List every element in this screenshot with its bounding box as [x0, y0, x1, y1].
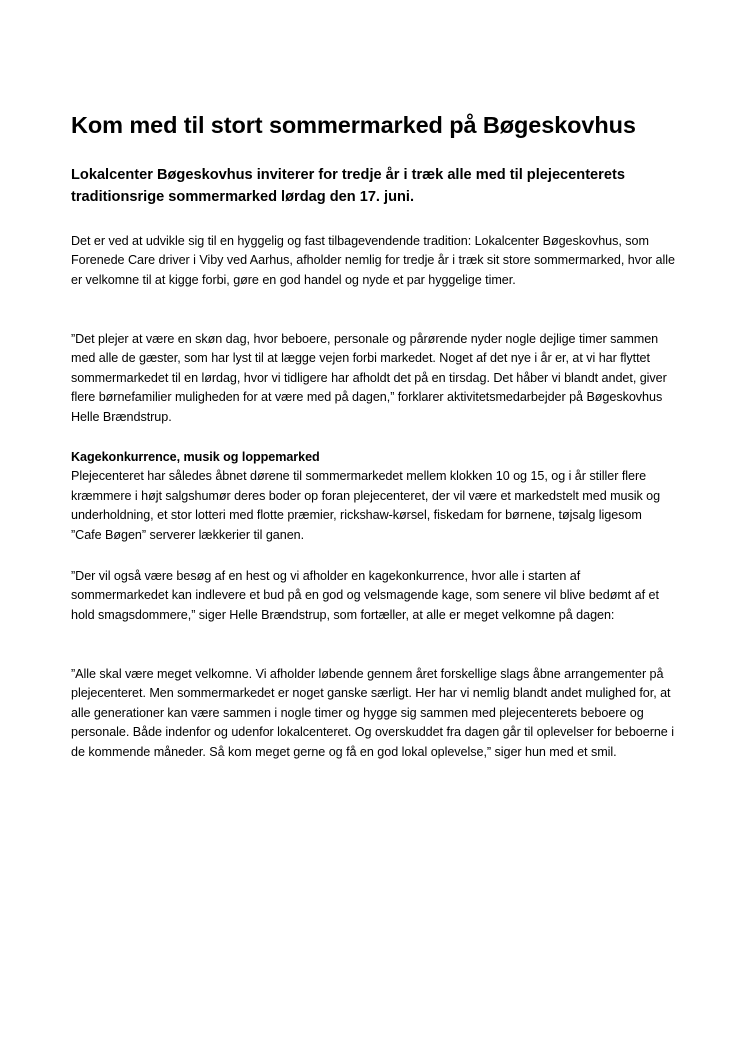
- paragraph-market: Plejecenteret har således åbnet dørene til sommermarkedet mellem klokken 10 og 15, og i år stiller flere kræmmere i højt salgshumør deres boder op foran plejecenteret, der vil være et markedstelt med musik og underholdning, et stor lotteri med flotte præmier, rickshaw-kørsel, fiskedam for børnene, tøjsalg ligesom ”Cafe Bøgen” serverer lækkerier til ganen.: [71, 469, 661, 542]
- article-title: Kom med til stort sommermarked på Bøgeskovhus: [71, 112, 636, 138]
- paragraph-quote-1: ”Det plejer at være en skøn dag, hvor beboere, personale og pårørende nyder nogle dejlige timer sammen med alle de gæster, som har lyst til at lægge vejen forbi markedet. Noget af det nye i år er, at vi har flyttet sommermarkedet til en lørdag, hvor vi tidligere har afholdt det på en tirsdag. Det håber vi blandt andet, giver flere børnefamilier muligheden for at være med på dagen,” forklarer aktivitetsmedarbejder på Bøgeskovhus Helle Brændstrup.: [71, 332, 667, 424]
- paragraph-quote-2: ”Der vil også være besøg af en hest og vi afholder en kagekonkurrence, hvor alle i starten af sommermarkedet kan indlevere et bud på en god og velsmagende kage, som senere vil blive bedømt af et hold smagsdommere,” siger Helle Brændstrup, som fortæller, at alle er meget velkomne på dagen:: [71, 569, 659, 622]
- section-market: [71, 448, 675, 545]
- paragraph-intro: Det er ved at udvikle sig til en hyggelig og fast tilbagevendende tradition: Lokalcenter Bøgeskovhus, som Forenede Care driver i Viby ved Aarhus, afholder nemlig for tredje år i træk sit store sommermarked, hvor alle er velkomne til at kigge forbi, gøre en god handel og nyde et par hyggelige timer.: [71, 234, 675, 287]
- article-lead: Lokalcenter Bøgeskovhus inviterer for tredje år i træk alle med til plejecenterets traditionsrige sommermarked lørdag den 17. juni.: [71, 167, 625, 205]
- paragraph-quote-3: ”Alle skal være meget velkomne. Vi afholder løbende gennem året forskellige slags åbne arrangementer på plejecenteret. Men sommermarkedet er noget ganske særligt. Her har vi nemlig blandt andet mulighed for, at alle generationer kan være sammen i nogle timer og hygge sig sammen med plejecenterets beboere og personale. Både indenfor og udenfor lokalcenteret. Og overskuddet fra dagen går til oplevelser for beboerne i de kommende måneder. Så kom meget gerne og få en god lokal oplevelse,” siger hun med et smil.: [71, 667, 674, 759]
- section-subheading: Kagekonkurrence, musik og loppemarked: [71, 450, 320, 464]
